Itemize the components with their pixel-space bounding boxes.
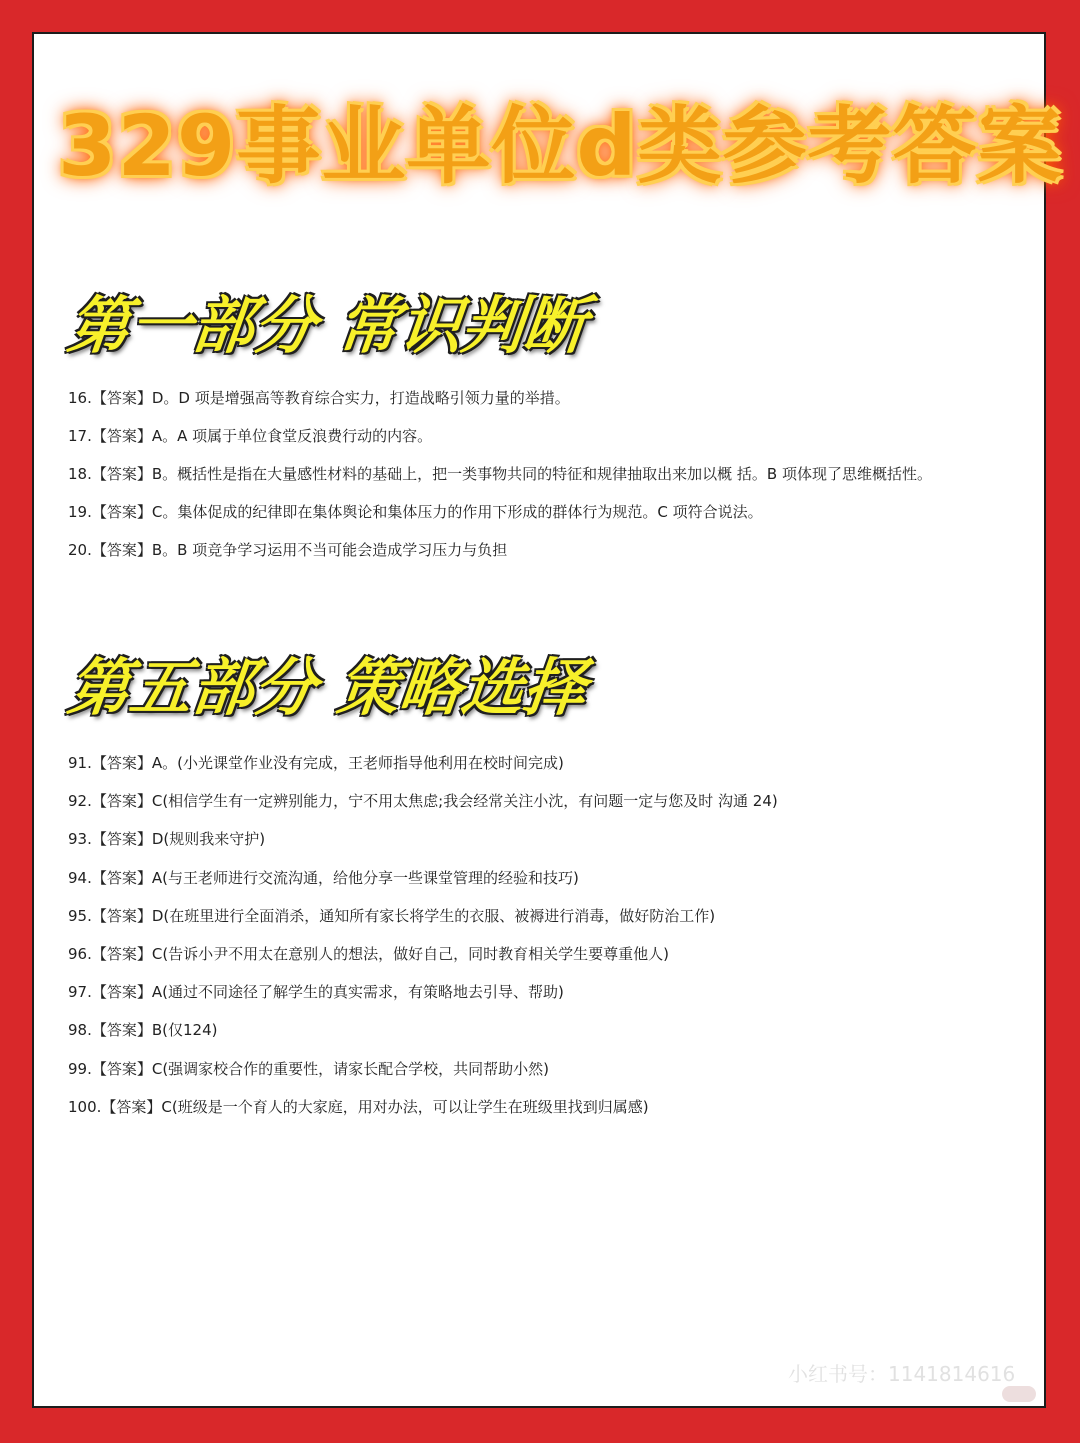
answer-item: 99.【答案】C(强调家校合作的重要性，请家长配合学校，共同帮助小然) [68,1059,550,1078]
answer-item: 91.【答案】A。(小光课堂作业没有完成，王老师指导他利用在校时间完成) [68,754,564,772]
answer-item: 96.【答案】C(告诉小尹不用太在意别人的想法，做好自己，同时教育相关学生要尊重他人) [68,944,670,963]
page-title: 329事业单位d类参考答案 [58,97,1063,195]
watermark-badge [1002,1386,1036,1402]
answer-item: 97.【答案】A(通过不同途径了解学生的真实需求，有策略地去引导、帮助) [68,983,564,1002]
answer-item: 94.【答案】A(与王老师进行交流沟通，给他分享一些课堂管理的经验和技巧) [68,868,579,887]
answer-item: 93.【答案】D(规则我来守护) [68,830,266,849]
section-heading-common-sense: 第一部分 常识判断 [64,289,590,362]
section-heading-strategy: 第五部分 策略选择 [64,651,590,724]
answer-list-common-sense [68,388,1018,578]
answer-item: 95.【答案】D(在班里进行全面消杀，通知所有家长将学生的衣服、被褥进行消毒，做好防治工作) [68,906,716,925]
answer-item: 18.【答案】B。概括性是指在大量感性材料的基础上，把一类事物共同的特征和规律抽取出来加以概 括。B 项体现了思维概括性。 [68,465,932,483]
answer-item: 98.【答案】B(仅124) [68,1021,218,1040]
answer-item: 19.【答案】C。集体促成的纪律即在集体舆论和集体压力的作用下形成的群体行为规范。C 项符合说法。 [68,503,763,521]
answer-item: 16.【答案】D。D 项是增强高等教育综合实力，打造战略引领力量的举措。 [68,389,570,407]
answer-item: 20.【答案】B。B 项竞争学习运用不当可能会造成学习压力与负担 [68,541,508,559]
answer-item: 17.【答案】A。A 项属于单位食堂反浪费行动的内容。 [68,427,433,445]
answer-item: 92.【答案】C(相信学生有一定辨别能力，宁不用太焦虑;我会经常关注小沈，有问题一定与您及时 沟通 24) [68,792,778,811]
answer-sheet [32,32,1063,1408]
answer-item: 100.【答案】C(班级是一个育人的大家庭，用对办法，可以让学生在班级里找到归属感) [68,1097,649,1116]
watermark-text: 小红书号：1141814616 [788,1362,1016,1386]
answer-list-strategy [68,753,1018,1135]
